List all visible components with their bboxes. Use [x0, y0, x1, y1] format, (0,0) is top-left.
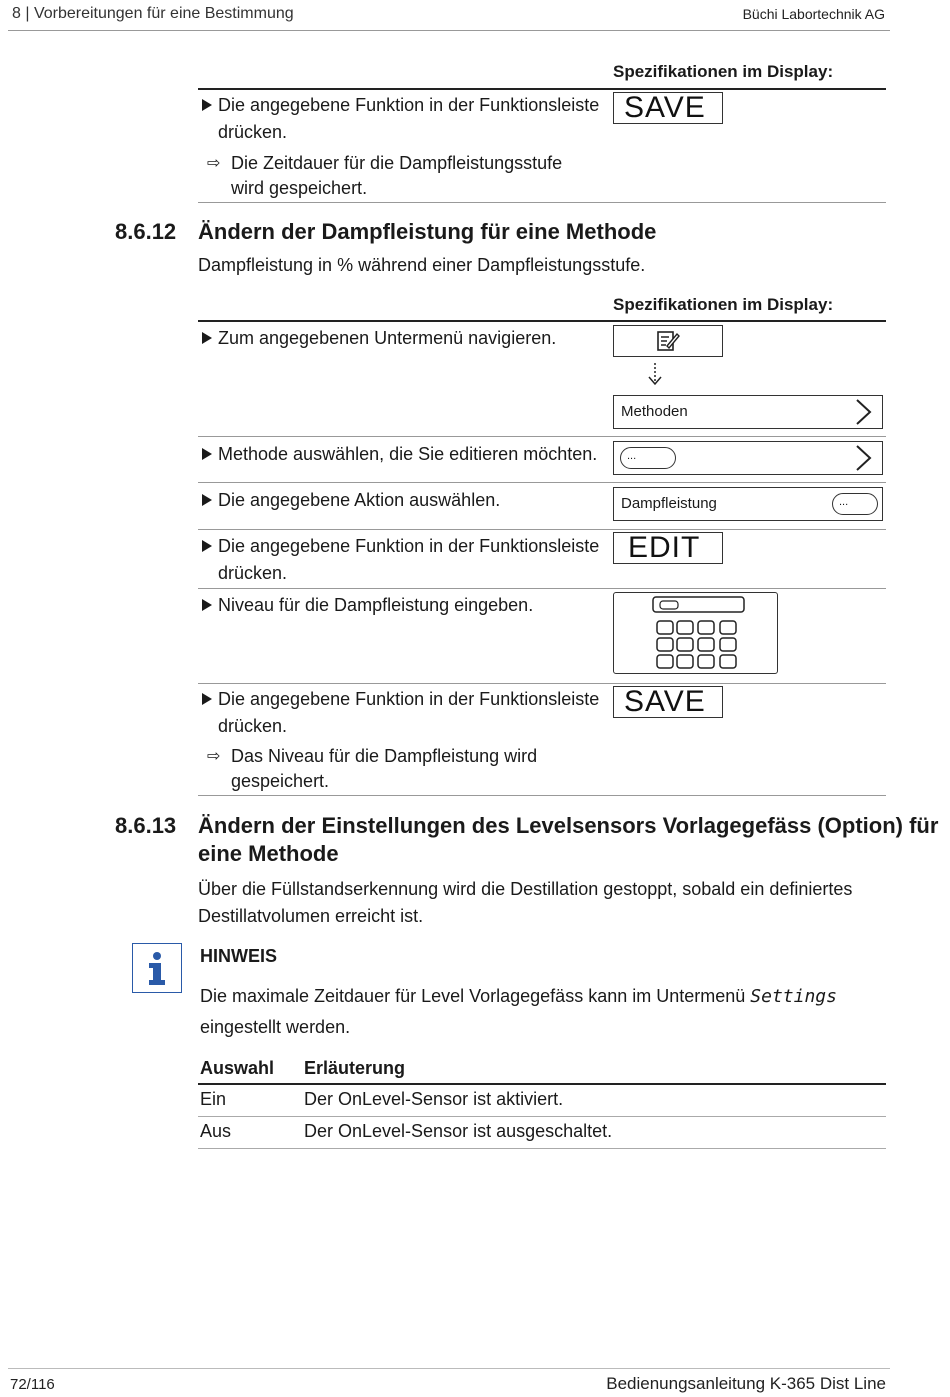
- display-menu-methods: [613, 395, 883, 429]
- spec-heading: Spezifikationen im Display:: [613, 62, 834, 81]
- section-title-line2: eine Methode: [198, 841, 339, 866]
- step-text: Die angegebene Funktion in der Funktionsleiste drücken.: [218, 536, 600, 583]
- row-divider: [198, 529, 886, 530]
- page-number: 72/116: [10, 1376, 55, 1393]
- step-text: Die angegebene Aktion auswählen.: [218, 490, 501, 510]
- display-save-button: [613, 686, 723, 718]
- section-intro: Über die Füllstandserkennung wird die Destillation gestoppt, sobald ein definiertes Destillatvolumen erreicht ist.: [198, 879, 853, 926]
- section-number: 8.6.13: [115, 813, 177, 838]
- result-arrow-icon: ⇨: [207, 155, 221, 172]
- menu-label: Dampfleistung: [621, 495, 717, 512]
- table-cell: Der OnLevel-Sensor ist ausgeschaltet.: [302, 1117, 886, 1149]
- step-text: Methode auswählen, die Sie editieren möchten.: [218, 444, 598, 464]
- display-edit-button: [613, 532, 723, 564]
- table-row: [198, 1084, 886, 1117]
- step-item: [202, 686, 607, 740]
- note-text: [200, 981, 886, 1042]
- step-text: Zum angegebenen Untermenü navigieren.: [218, 328, 557, 348]
- step-text: Die angegebene Funktion in der Funktionsleiste drücken.: [218, 689, 600, 736]
- row-divider: [198, 588, 886, 589]
- note-text-part: eingestellt werden.: [200, 1017, 351, 1037]
- display-save-button: [613, 92, 723, 124]
- table-header: Erläuterung: [302, 1054, 886, 1084]
- row-divider: [198, 202, 886, 203]
- header-company: Büchi Labortechnik AG: [742, 6, 885, 22]
- pill-field: ...: [832, 493, 878, 515]
- options-table: [198, 1054, 886, 1149]
- spec-heading: Spezifikationen im Display:: [613, 295, 834, 314]
- bullet-triangle-icon: [202, 448, 212, 460]
- step-item: [202, 441, 612, 468]
- header-chapter: 8 | Vorbereitungen für eine Bestimmung: [12, 5, 294, 22]
- bullet-triangle-icon: [202, 540, 212, 552]
- keypad-icon: [614, 593, 777, 673]
- display-edit-label: EDIT: [628, 531, 701, 564]
- display-numeric-keypad: [613, 592, 778, 674]
- menu-label: Methoden: [621, 403, 688, 420]
- info-glyph-icon: [133, 944, 181, 992]
- table-rule: [198, 320, 886, 322]
- result-item: [207, 151, 587, 201]
- result-text: Das Niveau für die Dampfleistung wird gespeichert.: [231, 746, 538, 791]
- table-cell: Ein: [198, 1084, 302, 1117]
- pill-field: ...: [620, 447, 676, 469]
- row-divider: [198, 795, 886, 796]
- note-label: HINWEIS: [200, 946, 278, 966]
- section-title: Ändern der Dampfleistung für eine Methode: [198, 219, 657, 244]
- step-item: [202, 592, 607, 619]
- chevron-right-icon: [852, 399, 874, 425]
- note-emphasis: Settings: [750, 986, 837, 1007]
- result-item: [207, 744, 587, 794]
- table-row: [198, 1117, 886, 1149]
- edit-note-icon: [655, 329, 681, 353]
- display-menu-steam-power: [613, 487, 883, 521]
- row-divider: [198, 482, 886, 483]
- display-save-label: SAVE: [624, 91, 706, 124]
- display-save-label: SAVE: [624, 685, 706, 718]
- step-item: [202, 487, 607, 514]
- note-text-part: Die maximale Zeitdauer für Level Vorlagegefäss kann im Untermenü: [200, 986, 751, 1006]
- step-text: Die angegebene Funktion in der Funktionsleiste drücken.: [218, 95, 600, 142]
- header-divider: [8, 30, 890, 31]
- result-arrow-icon: ⇨: [207, 748, 221, 765]
- section-title-line1: Ändern der Einstellungen des Levelsensors Vorlagegefäss (Option) für: [198, 813, 939, 838]
- dotted-down-arrow-icon: [647, 362, 663, 388]
- info-icon: [132, 943, 182, 993]
- document-title: Bedienungsanleitung K-365 Dist Line: [606, 1374, 886, 1393]
- footer-divider: [8, 1368, 890, 1369]
- table-cell: Der OnLevel-Sensor ist aktiviert.: [302, 1084, 886, 1117]
- step-item: [202, 325, 607, 352]
- section-intro: Dampfleistung in % während einer Dampfleistungsstufe.: [198, 255, 646, 275]
- bullet-triangle-icon: [202, 332, 212, 344]
- table-cell: Aus: [198, 1117, 302, 1149]
- bullet-triangle-icon: [202, 99, 212, 111]
- step-text: Niveau für die Dampfleistung eingeben.: [218, 595, 534, 615]
- result-text: Die Zeitdauer für die Dampfleistungsstufe wird gespeichert.: [231, 153, 563, 198]
- bullet-triangle-icon: [202, 693, 212, 705]
- section-number: 8.6.12: [115, 219, 177, 244]
- row-divider: [198, 683, 886, 684]
- table-header-row: [198, 1054, 886, 1084]
- display-method-list-item: [613, 441, 883, 475]
- bullet-triangle-icon: [202, 494, 212, 506]
- table-header: Auswahl: [198, 1054, 302, 1084]
- chevron-right-icon: [852, 445, 874, 471]
- bullet-triangle-icon: [202, 599, 212, 611]
- table-rule: [198, 88, 886, 90]
- step-item: [202, 533, 607, 587]
- step-item: [202, 92, 607, 146]
- row-divider: [198, 436, 886, 437]
- display-edit-menu-icon-box: [613, 325, 723, 357]
